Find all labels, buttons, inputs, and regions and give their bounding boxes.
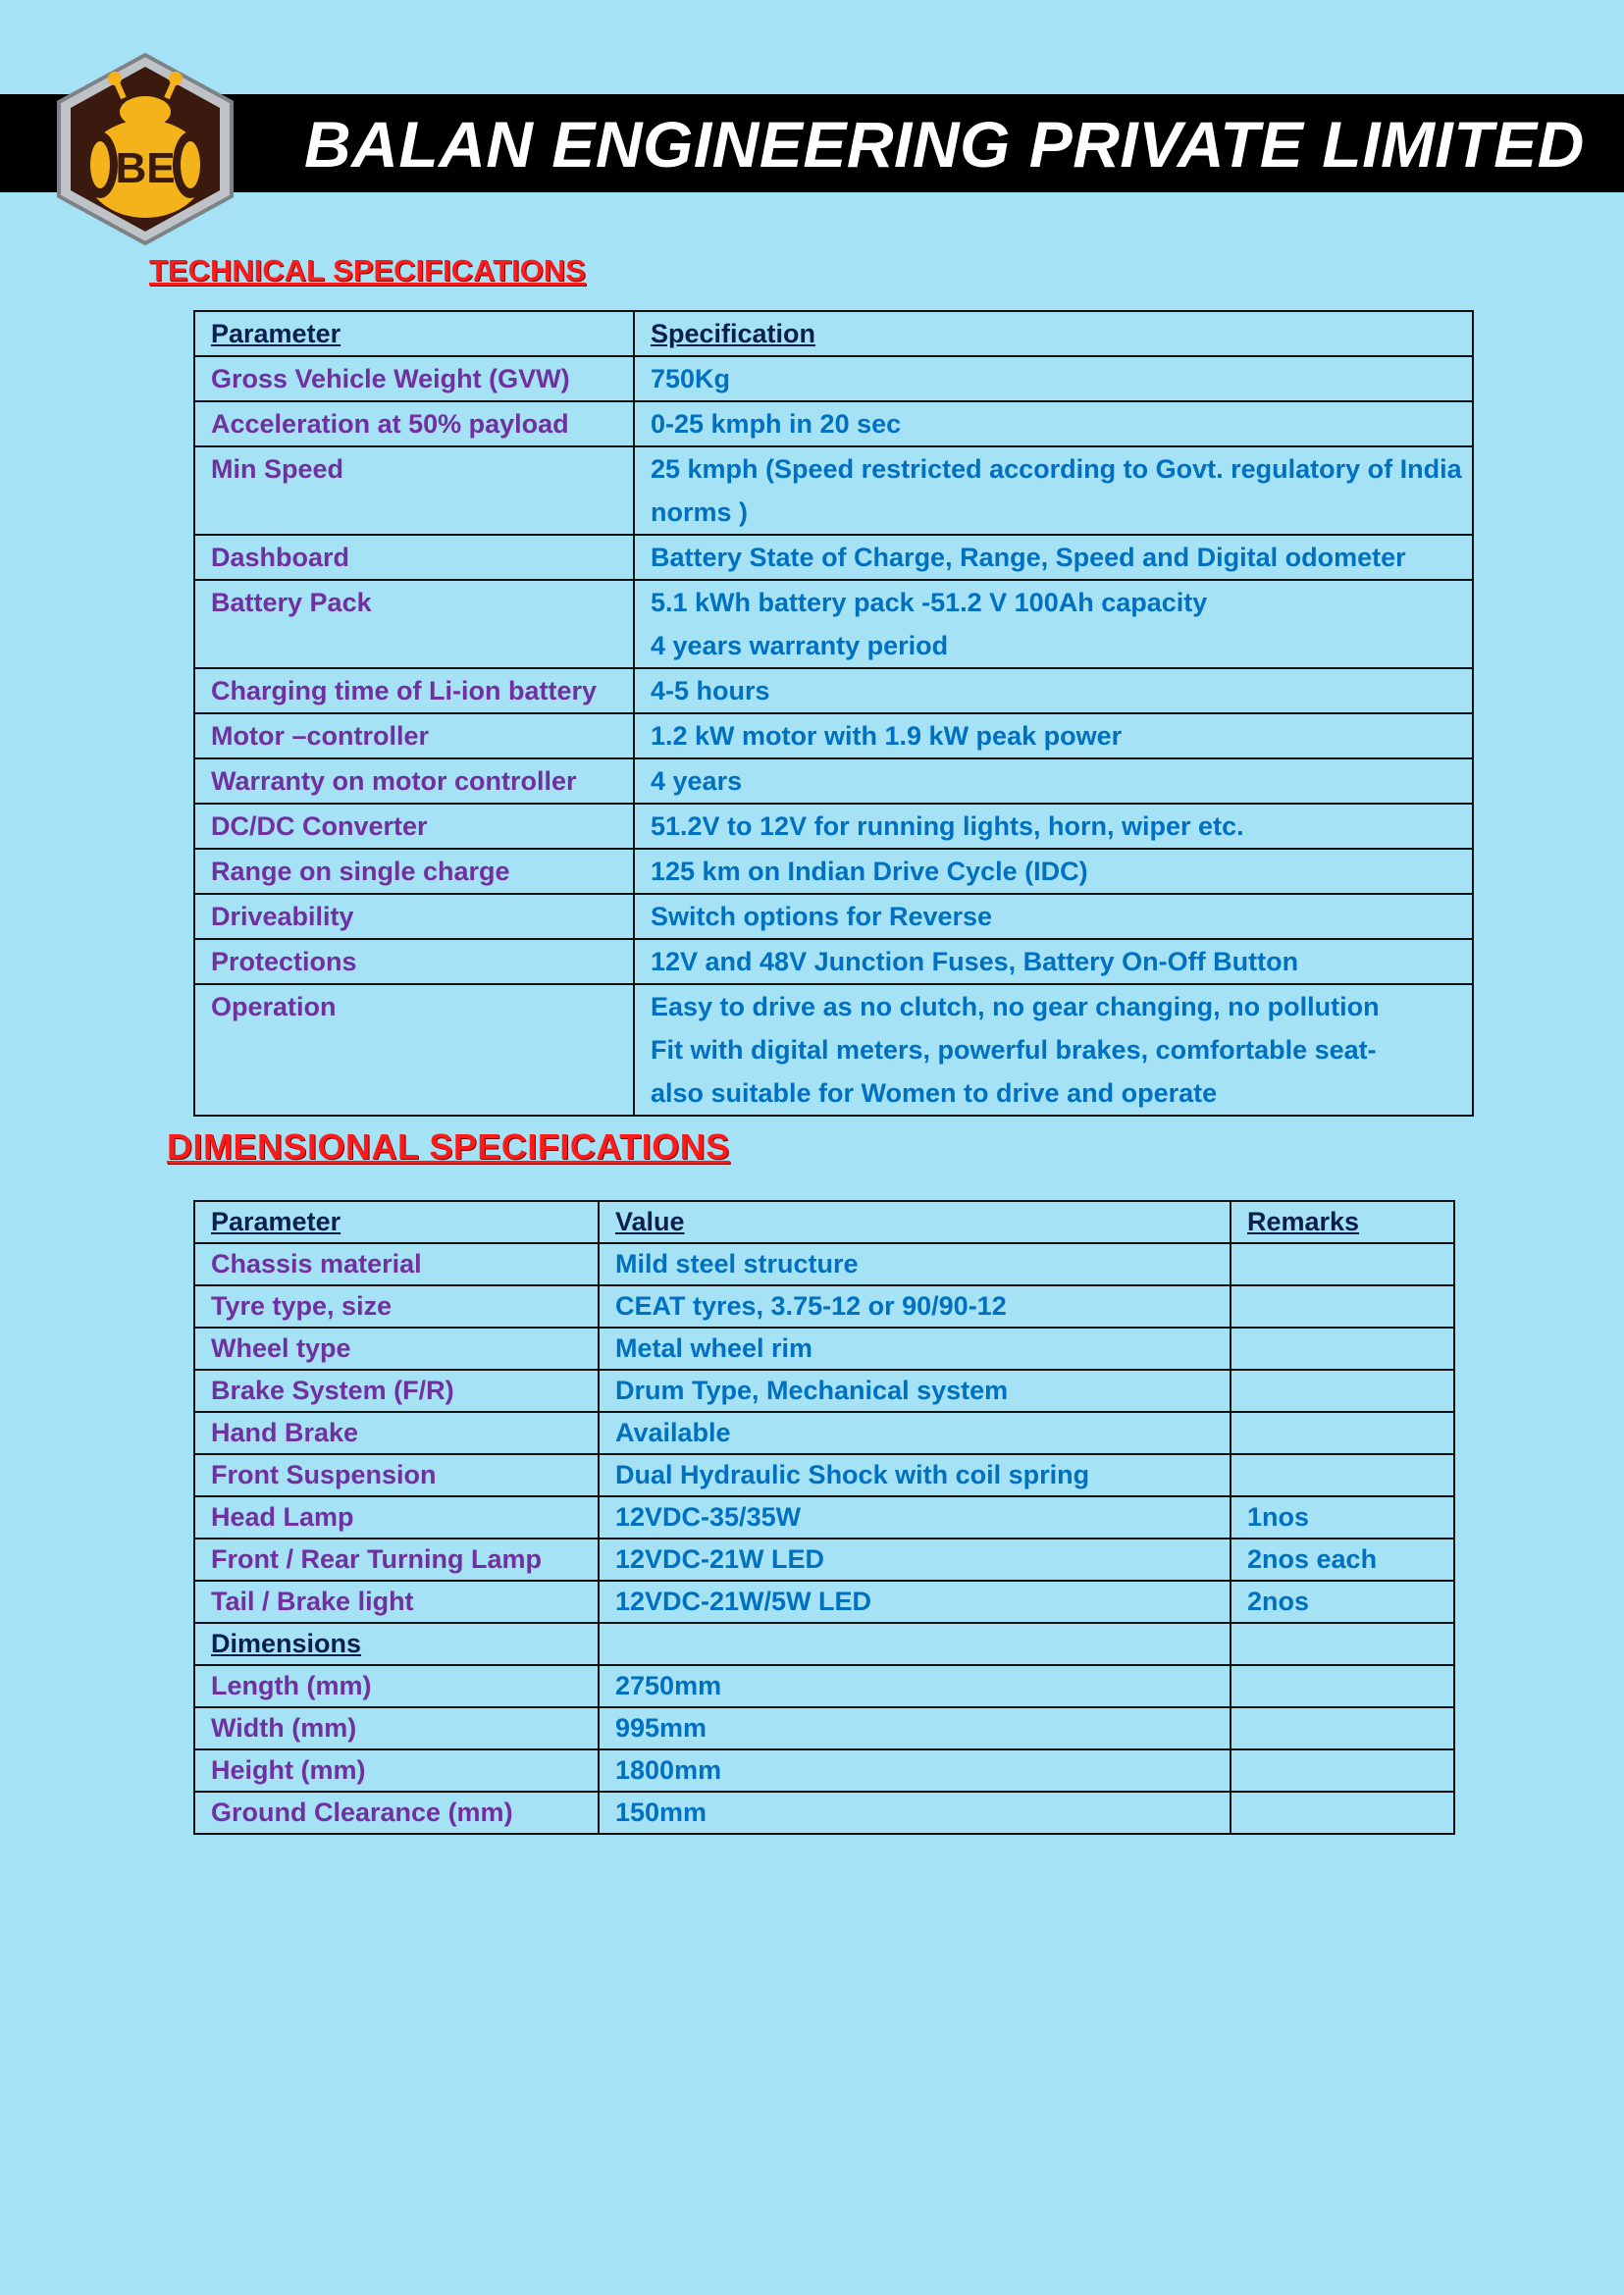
dimension-parameter: Width (mm) [194,1707,599,1749]
bee-logo-icon [51,51,239,247]
table-row [194,984,1473,1116]
spec-value-line: 25 kmph (Speed restricted according to Govt. regulatory of India [651,454,1462,484]
svg-text:BE: BE [115,144,176,192]
dimension-remarks: 2nos each [1231,1539,1454,1581]
spec-parameter: Driveability [194,894,634,939]
column-header-remarks: Remarks [1231,1201,1454,1243]
dimension-remarks [1231,1370,1454,1412]
dimension-parameter: Wheel type [194,1328,599,1370]
table-row [194,1792,1454,1834]
spec-value-line: 4-5 hours [651,676,770,705]
spec-parameter: DC/DC Converter [194,804,634,849]
column-header-parameter: Parameter [194,1201,599,1243]
dimension-remarks: 1nos [1231,1496,1454,1539]
company-name: BALAN ENGINEERING PRIVATE LIMITED [304,108,1585,181]
dimension-remarks [1231,1792,1454,1834]
table-row [194,1370,1454,1412]
table-row [194,1412,1454,1454]
spec-value [634,804,1473,849]
spec-value-line: Easy to drive as no clutch, no gear changing, no pollution [651,992,1380,1021]
dimension-value: 12VDC-21W/5W LED [599,1581,1231,1623]
subheader-row [194,1623,1454,1665]
spec-parameter: Motor –controller [194,713,634,758]
spec-value-line: 51.2V to 12V for running lights, horn, wiper etc. [651,811,1244,841]
table-row [194,939,1473,984]
dimension-parameter: Chassis material [194,1243,599,1285]
spec-value-line: 0-25 kmph in 20 sec [651,409,902,439]
spec-parameter: Operation [194,984,634,1116]
table-row [194,849,1473,894]
table-row [194,535,1473,580]
dimension-remarks: 2nos [1231,1581,1454,1623]
table-row [194,1454,1454,1496]
spec-value [634,713,1473,758]
spec-parameter: Battery Pack [194,580,634,668]
spec-value-line: 4 years warranty period [651,631,949,660]
dimension-parameter: Ground Clearance (mm) [194,1792,599,1834]
dimension-remarks [1231,1623,1454,1665]
table-row [194,894,1473,939]
spec-value [634,758,1473,804]
spec-value-line: Switch options for Reverse [651,902,993,931]
dimension-parameter: Tail / Brake light [194,1581,599,1623]
table-row [194,356,1473,401]
dimension-value: 2750mm [599,1665,1231,1707]
dimension-remarks [1231,1707,1454,1749]
table-row [194,804,1473,849]
spec-value-line: Fit with digital meters, powerful brakes, comfortable seat- [651,1035,1377,1065]
table-header-row [194,1201,1454,1243]
dimension-value: Metal wheel rim [599,1328,1231,1370]
dimensional-specifications-heading: DIMENSIONAL SPECIFICATIONS [167,1126,730,1167]
dimension-value: 12VDC-21W LED [599,1539,1231,1581]
spec-value [634,894,1473,939]
technical-specifications-heading: TECHNICAL SPECIFICATIONS [149,253,586,287]
table-row [194,1749,1454,1792]
spec-parameter: Charging time of Li-ion battery [194,668,634,713]
dimension-value: Drum Type, Mechanical system [599,1370,1231,1412]
table-row [194,1328,1454,1370]
spec-value-line: 12V and 48V Junction Fuses, Battery On-Off Button [651,947,1299,976]
spec-parameter: Gross Vehicle Weight (GVW) [194,356,634,401]
dimension-remarks [1231,1285,1454,1328]
dimension-value: 12VDC-35/35W [599,1496,1231,1539]
dimension-remarks [1231,1412,1454,1454]
spec-parameter: Warranty on motor controller [194,758,634,804]
spec-value [634,984,1473,1116]
dimension-value: 995mm [599,1707,1231,1749]
dimension-remarks [1231,1243,1454,1285]
table-row [194,580,1473,668]
dimension-parameter: Front Suspension [194,1454,599,1496]
dimension-value: Available [599,1412,1231,1454]
column-header-value: Value [599,1201,1231,1243]
table-row [194,758,1473,804]
table-row [194,1665,1454,1707]
company-logo [51,51,239,247]
spec-value-line: 5.1 kWh battery pack -51.2 V 100Ah capacity [651,588,1208,617]
spec-value [634,535,1473,580]
spec-value [634,580,1473,668]
table-row [194,1243,1454,1285]
column-header-parameter: Parameter [194,311,634,356]
column-header-specification: Specification [634,311,1473,356]
table-header-row [194,311,1473,356]
spec-value-line: 4 years [651,766,743,796]
table-row [194,446,1473,535]
spec-parameter: Protections [194,939,634,984]
table-row [194,668,1473,713]
dimension-parameter: Front / Rear Turning Lamp [194,1539,599,1581]
table-row [194,401,1473,446]
dimension-value [599,1623,1231,1665]
spec-value-line: 750Kg [651,364,731,393]
table-row [194,1496,1454,1539]
spec-value [634,446,1473,535]
dimension-parameter: Head Lamp [194,1496,599,1539]
dimension-parameter: Length (mm) [194,1665,599,1707]
spec-value [634,401,1473,446]
table-row [194,1539,1454,1581]
dimension-parameter: Tyre type, size [194,1285,599,1328]
spec-value [634,668,1473,713]
dimension-value: CEAT tyres, 3.75-12 or 90/90-12 [599,1285,1231,1328]
dimension-remarks [1231,1454,1454,1496]
dimension-value: Dual Hydraulic Shock with coil spring [599,1454,1231,1496]
dimension-value: 150mm [599,1792,1231,1834]
spec-value-line: 125 km on Indian Drive Cycle (IDC) [651,857,1088,886]
spec-value-line: 1.2 kW motor with 1.9 kW peak power [651,721,1123,751]
spec-parameter: Min Speed [194,446,634,535]
table-row [194,1707,1454,1749]
spec-value [634,356,1473,401]
table-row [194,713,1473,758]
technical-specifications-table [193,310,1474,1117]
dimension-remarks [1231,1749,1454,1792]
spec-value-line: Battery State of Charge, Range, Speed and Digital odometer [651,543,1406,572]
spec-parameter: Dashboard [194,535,634,580]
spec-value-line: norms ) [651,497,749,527]
table-row [194,1285,1454,1328]
spec-value [634,939,1473,984]
dimension-remarks [1231,1328,1454,1370]
dimension-remarks [1231,1665,1454,1707]
dimension-value: Mild steel structure [599,1243,1231,1285]
spec-value-line: also suitable for Women to drive and operate [651,1078,1218,1108]
spec-parameter: Acceleration at 50% payload [194,401,634,446]
dimension-value: 1800mm [599,1749,1231,1792]
spec-value [634,849,1473,894]
dimension-parameter: Hand Brake [194,1412,599,1454]
dimensional-specifications-table [193,1200,1455,1835]
dimension-parameter: Brake System (F/R) [194,1370,599,1412]
spec-parameter: Range on single charge [194,849,634,894]
dimension-parameter: Dimensions [194,1623,599,1665]
table-row [194,1581,1454,1623]
dimension-parameter: Height (mm) [194,1749,599,1792]
